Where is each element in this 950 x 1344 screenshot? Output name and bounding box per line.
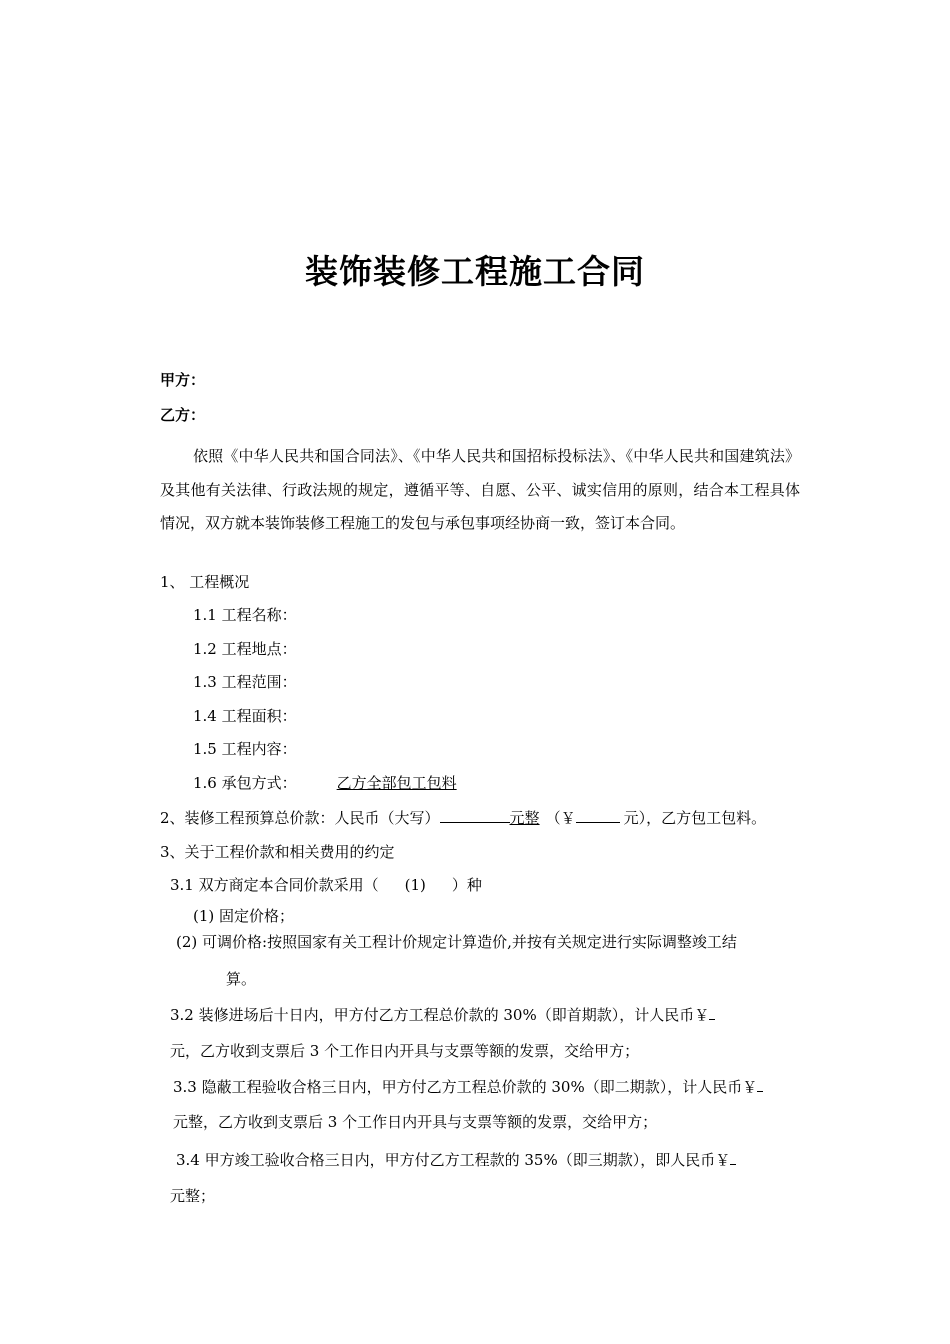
section-2-suffix: 元），乙方包工包料。 [623,809,767,827]
intro-paragraph: 依照《中华人民共和国合同法》、《中华人民共和国招标投标法》、《中华人民共和国建筑法》及其他有关法律、行政法规的规定，遵循平等、自愿、公平、诚实信用的原则，结合本工程具体情况，双方就本装饰装修工程施工的发包与承包事项经协商一致，签订本合同。 [160,447,800,532]
option-1: (1) 固定价格； [193,907,295,925]
clause-3-1-choice: (1) [404,876,426,894]
clause-3-2-text: 3.2 装修进场后十日内，甲方付乙方工程总价款的 30%（即首期款），计人民币￥ [170,1006,710,1024]
item-1-5: 1.5 工程内容： [193,740,297,758]
clause-3-2-blank [709,1004,715,1020]
item-1-3: 1.3 工程范围： [193,673,297,691]
contract-mode-value: 乙方全部包工包料 [336,774,457,792]
amount-words-blank [440,807,510,823]
section-2-prefix: 2、装修工程预算总价款：人民币（大写） [160,809,440,827]
clause-3-1-prefix: 3.1 双方商定本合同价款采用（ [170,876,379,894]
clause-3-3-line-1 [173,1076,763,1097]
section-2-line [160,807,766,828]
option-2-line-1: (2) 可调价格:按照国家有关工程计价规定计算造价,并按有关规定进行实际调整竣工结 [176,933,737,951]
clause-3-3-line-2: 元整，乙方收到支票后 3 个工作日内开具与支票等额的发票，交给甲方； [173,1113,658,1131]
clause-3-2-line-2: 元，乙方收到支票后 3 个工作日内开具与支票等额的发票，交给甲方； [170,1042,640,1060]
contract-mode-label: 1.6 承包方式： [193,774,297,792]
clause-3-4-blank [730,1149,736,1165]
clause-3-1 [170,875,482,895]
amount-paren-open: （￥ [545,809,576,827]
section-3-heading: 3、关于工程价款和相关费用的约定 [160,843,395,861]
item-1-2: 1.2 工程地点： [193,640,297,658]
clause-3-4-text: 3.4 甲方竣工验收合格三日内，甲方付乙方工程款的 35%（即三期款），即人民币￥ [176,1151,731,1169]
document-title: 装饰装修工程施工合同 [305,252,645,291]
item-1-6 [193,773,457,793]
amount-unit: 元整 [509,809,540,827]
clause-3-4-line-2: 元整； [170,1187,216,1205]
item-1-4: 1.4 工程面积： [193,707,297,725]
party-b-label: 乙方： [160,406,206,424]
clause-3-4-line-1 [176,1149,736,1170]
party-a-label: 甲方： [160,371,206,389]
option-2-line-2: 算。 [226,970,257,988]
amount-figure-blank [576,807,620,823]
clause-3-3-blank [757,1076,763,1092]
clause-3-3-text: 3.3 隐蔽工程验收合格三日内，甲方付乙方工程总价款的 30%（即二期款），计人民币￥ [173,1078,758,1096]
clause-3-1-suffix: ）种 [451,876,482,894]
clause-3-2-line-1 [170,1004,715,1025]
item-1-1: 1.1 工程名称： [193,606,297,624]
section-1-heading: 1、 工程概况 [160,573,250,591]
